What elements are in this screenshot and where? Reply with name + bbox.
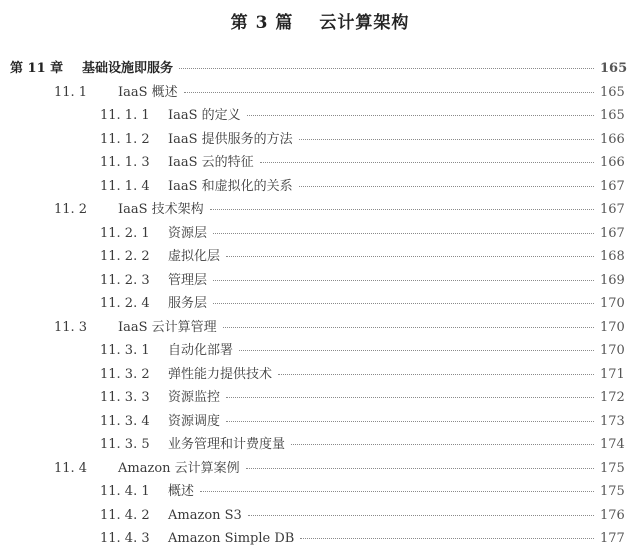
toc-number: 11. 4. 3 bbox=[100, 531, 150, 546]
toc-dot-leader bbox=[247, 115, 594, 116]
toc-subsection-row bbox=[100, 365, 624, 385]
toc-dot-leader bbox=[200, 491, 594, 492]
toc-dot-leader bbox=[213, 280, 594, 281]
toc-dot-leader bbox=[248, 515, 594, 516]
toc-dot-leader bbox=[300, 538, 594, 539]
toc-subsection-row bbox=[100, 106, 624, 126]
toc-subsection-row bbox=[100, 177, 624, 197]
toc-title: 资源调度 bbox=[168, 413, 221, 429]
toc-dot-leader bbox=[184, 92, 594, 93]
toc-title: 基础设施即服务 bbox=[82, 61, 174, 76]
toc-number: 11. 3. 4 bbox=[100, 413, 150, 429]
toc-page-number: 170 bbox=[600, 296, 625, 311]
toc-dot-leader bbox=[226, 421, 594, 422]
toc-subsection-row bbox=[100, 435, 624, 455]
toc-number: 11. 2. 4 bbox=[100, 296, 150, 311]
toc-dot-leader bbox=[299, 186, 594, 187]
toc-title: IaaS 云的特征 bbox=[168, 155, 254, 170]
toc-number: 11. 1. 2 bbox=[100, 131, 150, 147]
toc-title: 业务管理和计费度量 bbox=[168, 437, 286, 452]
toc-title: 资源监控 bbox=[168, 390, 221, 405]
toc-title: 管理层 bbox=[168, 272, 208, 288]
toc-dot-leader bbox=[239, 350, 594, 351]
toc-page-number: 170 bbox=[600, 343, 625, 358]
toc-subsection-row bbox=[100, 412, 624, 432]
toc-dot-leader bbox=[278, 374, 594, 375]
toc-page-number: 166 bbox=[600, 131, 625, 147]
toc-number: 11. 3. 3 bbox=[100, 390, 150, 405]
toc-number: 11. 1 bbox=[54, 84, 88, 100]
toc-subsection-row bbox=[100, 294, 624, 314]
toc-section-row bbox=[54, 459, 624, 479]
toc-title: Amazon Simple DB bbox=[168, 531, 295, 546]
toc-dot-leader bbox=[213, 233, 594, 234]
toc-title: IaaS 提供服务的方法 bbox=[168, 131, 293, 147]
part-title bbox=[0, 8, 640, 33]
toc-number: 11. 4. 1 bbox=[100, 484, 150, 499]
toc-page-number: 174 bbox=[600, 437, 625, 452]
toc-title: Amazon 云计算案例 bbox=[118, 460, 240, 476]
toc-dot-leader bbox=[246, 468, 594, 469]
toc-number: 11. 3. 5 bbox=[100, 437, 150, 452]
toc-title: 服务层 bbox=[168, 296, 208, 311]
toc-number: 11. 1. 1 bbox=[100, 108, 150, 123]
toc-number: 11. 2. 1 bbox=[100, 225, 150, 241]
toc-number: 11. 2 bbox=[54, 202, 88, 217]
toc-page-number: 168 bbox=[600, 249, 625, 264]
toc-title: IaaS 技术架构 bbox=[118, 202, 204, 217]
toc-page-number: 177 bbox=[600, 531, 625, 546]
toc-chapter-row bbox=[10, 59, 628, 79]
toc-subsection-row bbox=[100, 506, 624, 526]
toc-title: 资源层 bbox=[168, 225, 208, 241]
toc-subsection-row bbox=[100, 529, 624, 549]
toc-page-number: 167 bbox=[600, 178, 625, 194]
toc-subsection-row bbox=[100, 224, 624, 244]
part-name: 云计算架构 bbox=[319, 13, 410, 33]
toc-number: 11. 3 bbox=[54, 319, 88, 335]
toc-page-number: 175 bbox=[600, 460, 625, 476]
toc-number: 11. 4 bbox=[54, 460, 88, 476]
toc-number: 11. 1. 3 bbox=[100, 155, 150, 170]
toc-dot-leader bbox=[260, 162, 594, 163]
toc-page-number: 170 bbox=[600, 319, 625, 335]
toc-section-row bbox=[54, 83, 624, 103]
toc-page-number: 167 bbox=[600, 225, 625, 241]
toc-subsection-row bbox=[100, 247, 624, 267]
toc-number: 11. 4. 2 bbox=[100, 507, 150, 523]
toc-page-number: 175 bbox=[600, 484, 625, 499]
toc-dot-leader bbox=[179, 68, 594, 69]
toc-page-number: 165 bbox=[600, 108, 625, 123]
toc-subsection-row bbox=[100, 388, 624, 408]
toc-number: 11. 2. 2 bbox=[100, 249, 150, 264]
toc-subsection-row bbox=[100, 271, 624, 291]
toc-title: IaaS 和虚拟化的关系 bbox=[168, 178, 293, 194]
toc-title: 弹性能力提供技术 bbox=[168, 366, 273, 382]
toc-title: 概述 bbox=[168, 484, 195, 499]
toc-title: IaaS 概述 bbox=[118, 84, 178, 100]
toc-dot-leader bbox=[210, 209, 594, 210]
toc-number: 11. 3. 2 bbox=[100, 366, 150, 382]
part-label: 第 3 篇 bbox=[230, 13, 294, 33]
toc-subsection-row bbox=[100, 482, 624, 502]
toc-title: 自动化部署 bbox=[168, 343, 234, 358]
toc-number: 11. 2. 3 bbox=[100, 272, 150, 288]
toc-page-number: 171 bbox=[600, 366, 625, 382]
toc-dot-leader bbox=[213, 303, 594, 304]
toc-title: IaaS 的定义 bbox=[168, 108, 241, 123]
toc-dot-leader bbox=[223, 327, 594, 328]
toc-page-number: 165 bbox=[600, 61, 628, 76]
toc-subsection-row bbox=[100, 341, 624, 361]
toc-number: 11. 1. 4 bbox=[100, 178, 150, 194]
toc-page-number: 173 bbox=[600, 413, 625, 429]
toc-page-number: 167 bbox=[600, 202, 625, 217]
toc-subsection-row bbox=[100, 153, 624, 173]
toc-page-number: 172 bbox=[600, 390, 625, 405]
toc-number: 11. 3. 1 bbox=[100, 343, 150, 358]
toc-title: 虚拟化层 bbox=[168, 249, 221, 264]
toc-title: Amazon S3 bbox=[168, 507, 242, 523]
toc-dot-leader bbox=[226, 256, 594, 257]
toc-number: 第 11 章 bbox=[10, 61, 64, 76]
toc-page-number: 165 bbox=[600, 84, 625, 100]
toc-page-number: 166 bbox=[600, 155, 625, 170]
toc-page-number: 176 bbox=[600, 507, 625, 523]
toc-dot-leader bbox=[226, 397, 594, 398]
toc-title: IaaS 云计算管理 bbox=[118, 319, 217, 335]
toc-page-number: 169 bbox=[600, 272, 625, 288]
toc-dot-leader bbox=[291, 444, 594, 445]
toc-section-row bbox=[54, 318, 624, 338]
toc-subsection-row bbox=[100, 130, 624, 150]
toc-section-row bbox=[54, 200, 624, 220]
toc-dot-leader bbox=[299, 139, 594, 140]
